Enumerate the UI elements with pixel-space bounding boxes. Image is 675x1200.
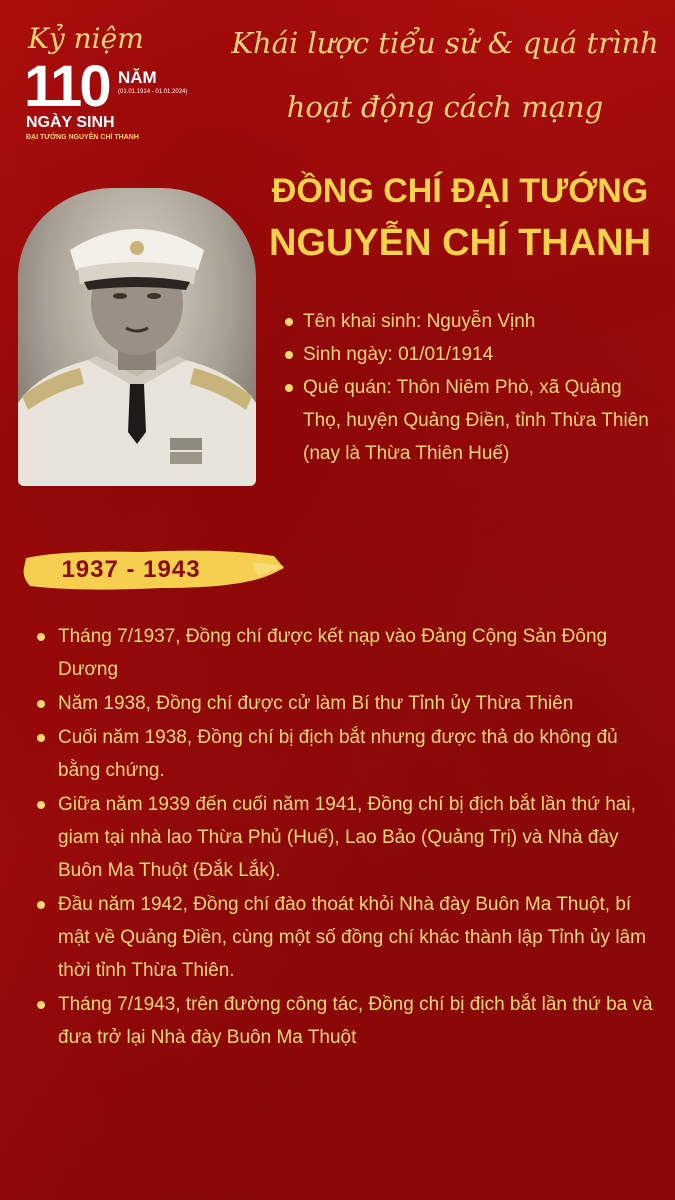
- events-list: [34, 620, 660, 1055]
- logo-number: 110: [24, 54, 109, 119]
- logo-ngay-sinh: NGÀY SINH: [26, 114, 115, 131]
- logo-subtitle: ĐẠI TƯỚNG NGUYỄN CHÍ THANH: [26, 134, 139, 141]
- event-item: Tháng 7/1937, Đồng chí được kết nạp vào Đảng Cộng Sản Đông Dương: [34, 620, 660, 686]
- logo-ky-niem: Kỷ niệm: [28, 22, 144, 55]
- heading-rank: ĐỒNG CHÍ ĐẠI TƯỚNG: [271, 172, 649, 210]
- event-item: Cuối năm 1938, Đồng chí bị địch bắt nhưng được thả do không đủ bằng chứng.: [34, 721, 660, 787]
- bio-birth-date: Sinh ngày: 01/01/1914: [283, 338, 663, 371]
- period-banner: [22, 548, 284, 592]
- event-item: Năm 1938, Đồng chí được cử làm Bí thư Tỉnh ủy Thừa Thiên: [34, 687, 660, 720]
- bio-list: [283, 305, 663, 470]
- portrait-photo: [18, 188, 256, 486]
- event-item: Giữa năm 1939 đến cuối năm 1941, Đồng chí bị địch bắt lần thứ hai, giam tại nhà lao Thừa Phủ (Huế), Lao Bảo (Quảng Trị) và Nhà đày Buôn Ma Thuột (Đắk Lắk).: [34, 788, 660, 887]
- bio-hometown: Quê quán: Thôn Niêm Phò, xã Quảng Thọ, huyện Quảng Điền, tỉnh Thừa Thiên (nay là Thừa Thiên Huế): [283, 371, 663, 470]
- event-item: Đầu năm 1942, Đồng chí đào thoát khỏi Nhà đày Buôn Ma Thuột, bí mật về Quảng Điền, cùng một số đồng chí khác thành lập Tỉnh ủy lâm thời tỉnh Thừa Thiên.: [34, 888, 660, 987]
- logo-nam: NĂM: [118, 68, 157, 87]
- page-title-line2: hoạt động cách mạng: [286, 90, 604, 124]
- page-title-line1: Khái lược tiểu sử & quá trình: [231, 26, 659, 60]
- anniversary-logo: [18, 22, 188, 162]
- logo-dates: (01.01.1914 - 01.01.2024): [118, 89, 188, 95]
- period-label: 1937 - 1943: [61, 556, 201, 583]
- event-item: Tháng 7/1943, trên đường công tác, Đồng chí bị địch bắt lần thứ ba và đưa trở lại Nhà đày Buôn Ma Thuột: [34, 988, 660, 1054]
- bio-birth-name: Tên khai sinh: Nguyễn Vịnh: [283, 305, 663, 338]
- heading-name: NGUYỄN CHÍ THANH: [268, 222, 652, 264]
